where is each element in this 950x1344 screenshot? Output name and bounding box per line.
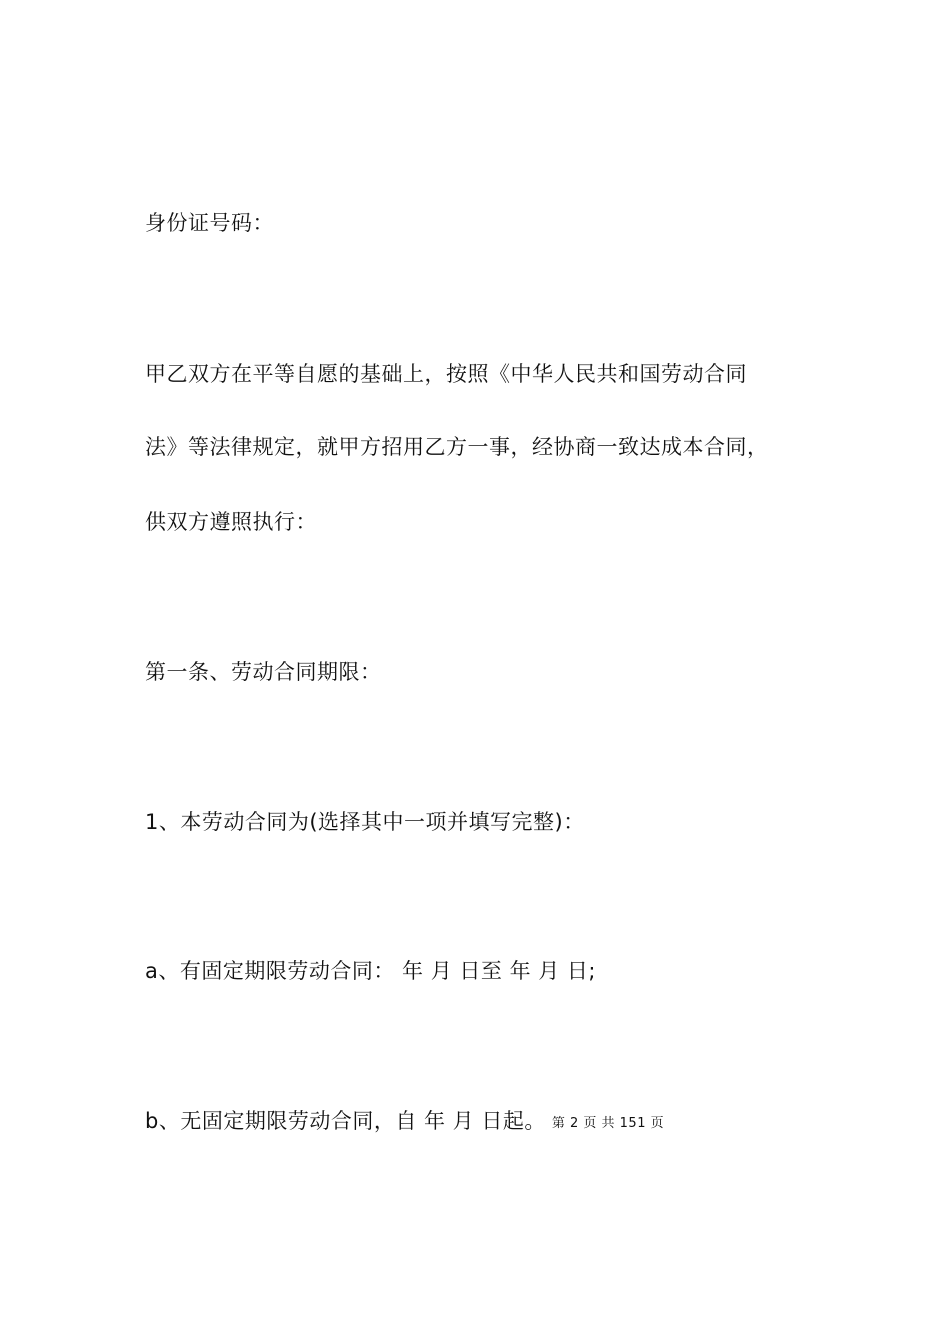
page-indicator: 第 2 页 共 151 页 <box>551 1116 665 1131</box>
item-1-text: 1、本劳动合同为(选择其中一项并填写完整)： <box>145 810 585 834</box>
paragraph-line-2: 法》等法律规定，就甲方招用乙方一事，经协商一致达成本合同， <box>145 435 769 459</box>
id-number-label: 身份证号码： <box>145 211 274 235</box>
option-a-text: a、有固定期限劳动合同： 年 月 日至 年 月 日; <box>145 959 596 983</box>
option-b-line <box>145 1107 664 1138</box>
paragraph-line-1: 甲乙双方在平等自愿的基础上，按照《中华人民共和国劳动合同 <box>145 362 747 386</box>
option-b-text: b、无固定期限劳动合同，自 年 月 日起。 <box>145 1109 546 1133</box>
paragraph-line-3: 供双方遵照执行： <box>145 510 317 534</box>
article-1-title: 第一条、劳动合同期限： <box>145 660 382 684</box>
